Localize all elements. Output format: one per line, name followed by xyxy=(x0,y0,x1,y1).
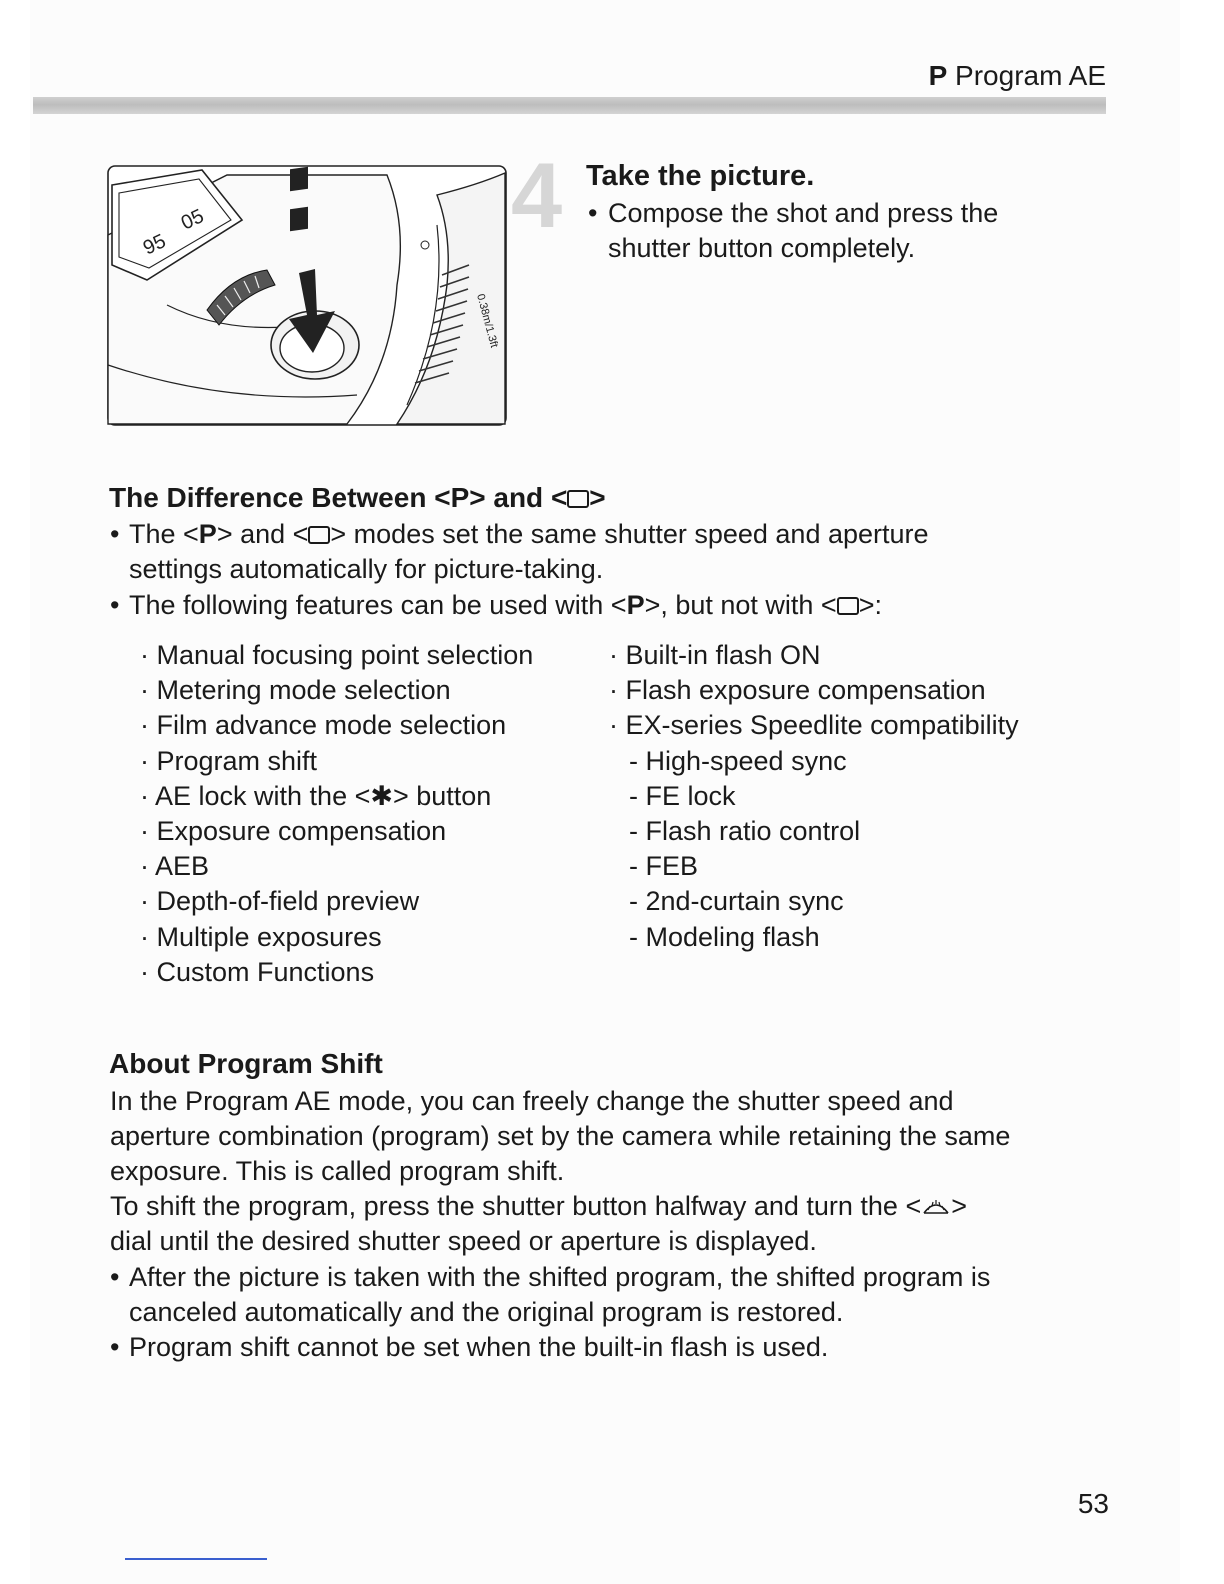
feature-list-right xyxy=(609,638,1019,955)
list-item: · Built-in flash ON xyxy=(609,640,821,670)
list-item: · Multiple exposures xyxy=(140,921,382,952)
lcd-readout-aperture: 05 xyxy=(177,205,208,235)
list-item: · Metering mode selection xyxy=(140,675,451,706)
list-item: · Manual focusing point selection xyxy=(140,640,534,670)
program-shift-heading: About Program Shift xyxy=(109,1048,383,1079)
step-title: Take the picture. xyxy=(586,160,815,192)
step-number: 4 xyxy=(511,145,563,247)
list-item: · AEB xyxy=(140,851,210,882)
difference-bullet-1: • The <P> and < > modes set the same shutter speed and aperture settings automatically for picture-taking. xyxy=(110,519,929,584)
difference-bullet-2: • The following features can be used with <P>, but not with < >: xyxy=(110,590,882,620)
list-item: · Custom Functions xyxy=(140,956,375,987)
page-header-title: P Program AE xyxy=(928,60,1106,91)
list-subitem: - FE lock xyxy=(629,780,736,811)
full-auto-mode-icon xyxy=(567,490,589,508)
program-shift-bullet-1: • After the picture is taken with the shifted program, the shifted program is canceled automatically and the original program is restored. xyxy=(110,1262,991,1327)
list-item: · Flash exposure compensation xyxy=(609,675,986,706)
lens-scale-label: 0.38m/1.3ft xyxy=(474,292,500,349)
step-instruction: • Compose the shot and press the shutter button completely. xyxy=(588,198,999,263)
list-item: · Program shift xyxy=(140,745,318,776)
bottom-divider xyxy=(125,1558,267,1560)
feature-list-left xyxy=(140,638,533,990)
list-item: · Exposure compensation xyxy=(140,816,447,847)
header-rule xyxy=(33,97,1106,114)
camera-shutter-illustration xyxy=(107,165,507,426)
lcd-readout-shutter: 95 xyxy=(139,230,170,260)
list-subitem: - Modeling flash xyxy=(629,921,820,952)
list-subitem: - High-speed sync xyxy=(629,745,847,776)
full-auto-mode-icon xyxy=(308,526,330,544)
list-item: · Depth-of-field preview xyxy=(140,886,420,917)
program-shift-intro: In the Program AE mode, you can freely change the shutter speed and aperture combination (program) set by the camera while retaining the same exposure. This is called program shift. xyxy=(110,1086,1011,1186)
list-item: · EX-series Speedlite compatibility xyxy=(609,710,1019,741)
main-dial-icon xyxy=(921,1195,951,1217)
program-shift-bullet-2: • Program shift cannot be set when the built-in flash is used. xyxy=(110,1332,829,1362)
list-item: · AE lock with the <✱> button xyxy=(140,780,492,811)
difference-heading: The Difference Between <P> and < > xyxy=(109,482,606,513)
list-item: · Film advance mode selection xyxy=(140,710,507,741)
program-shift-howto: To shift the program, press the shutter button halfway and turn the < > dial until the desired shutter speed or aperture is displayed. xyxy=(110,1191,967,1256)
page-number: 53 xyxy=(1077,1488,1109,1519)
list-subitem: - Flash ratio control xyxy=(629,816,861,847)
list-subitem: - FEB xyxy=(629,851,699,882)
list-subitem: - 2nd-curtain sync xyxy=(629,886,844,917)
full-auto-mode-icon xyxy=(837,597,859,615)
